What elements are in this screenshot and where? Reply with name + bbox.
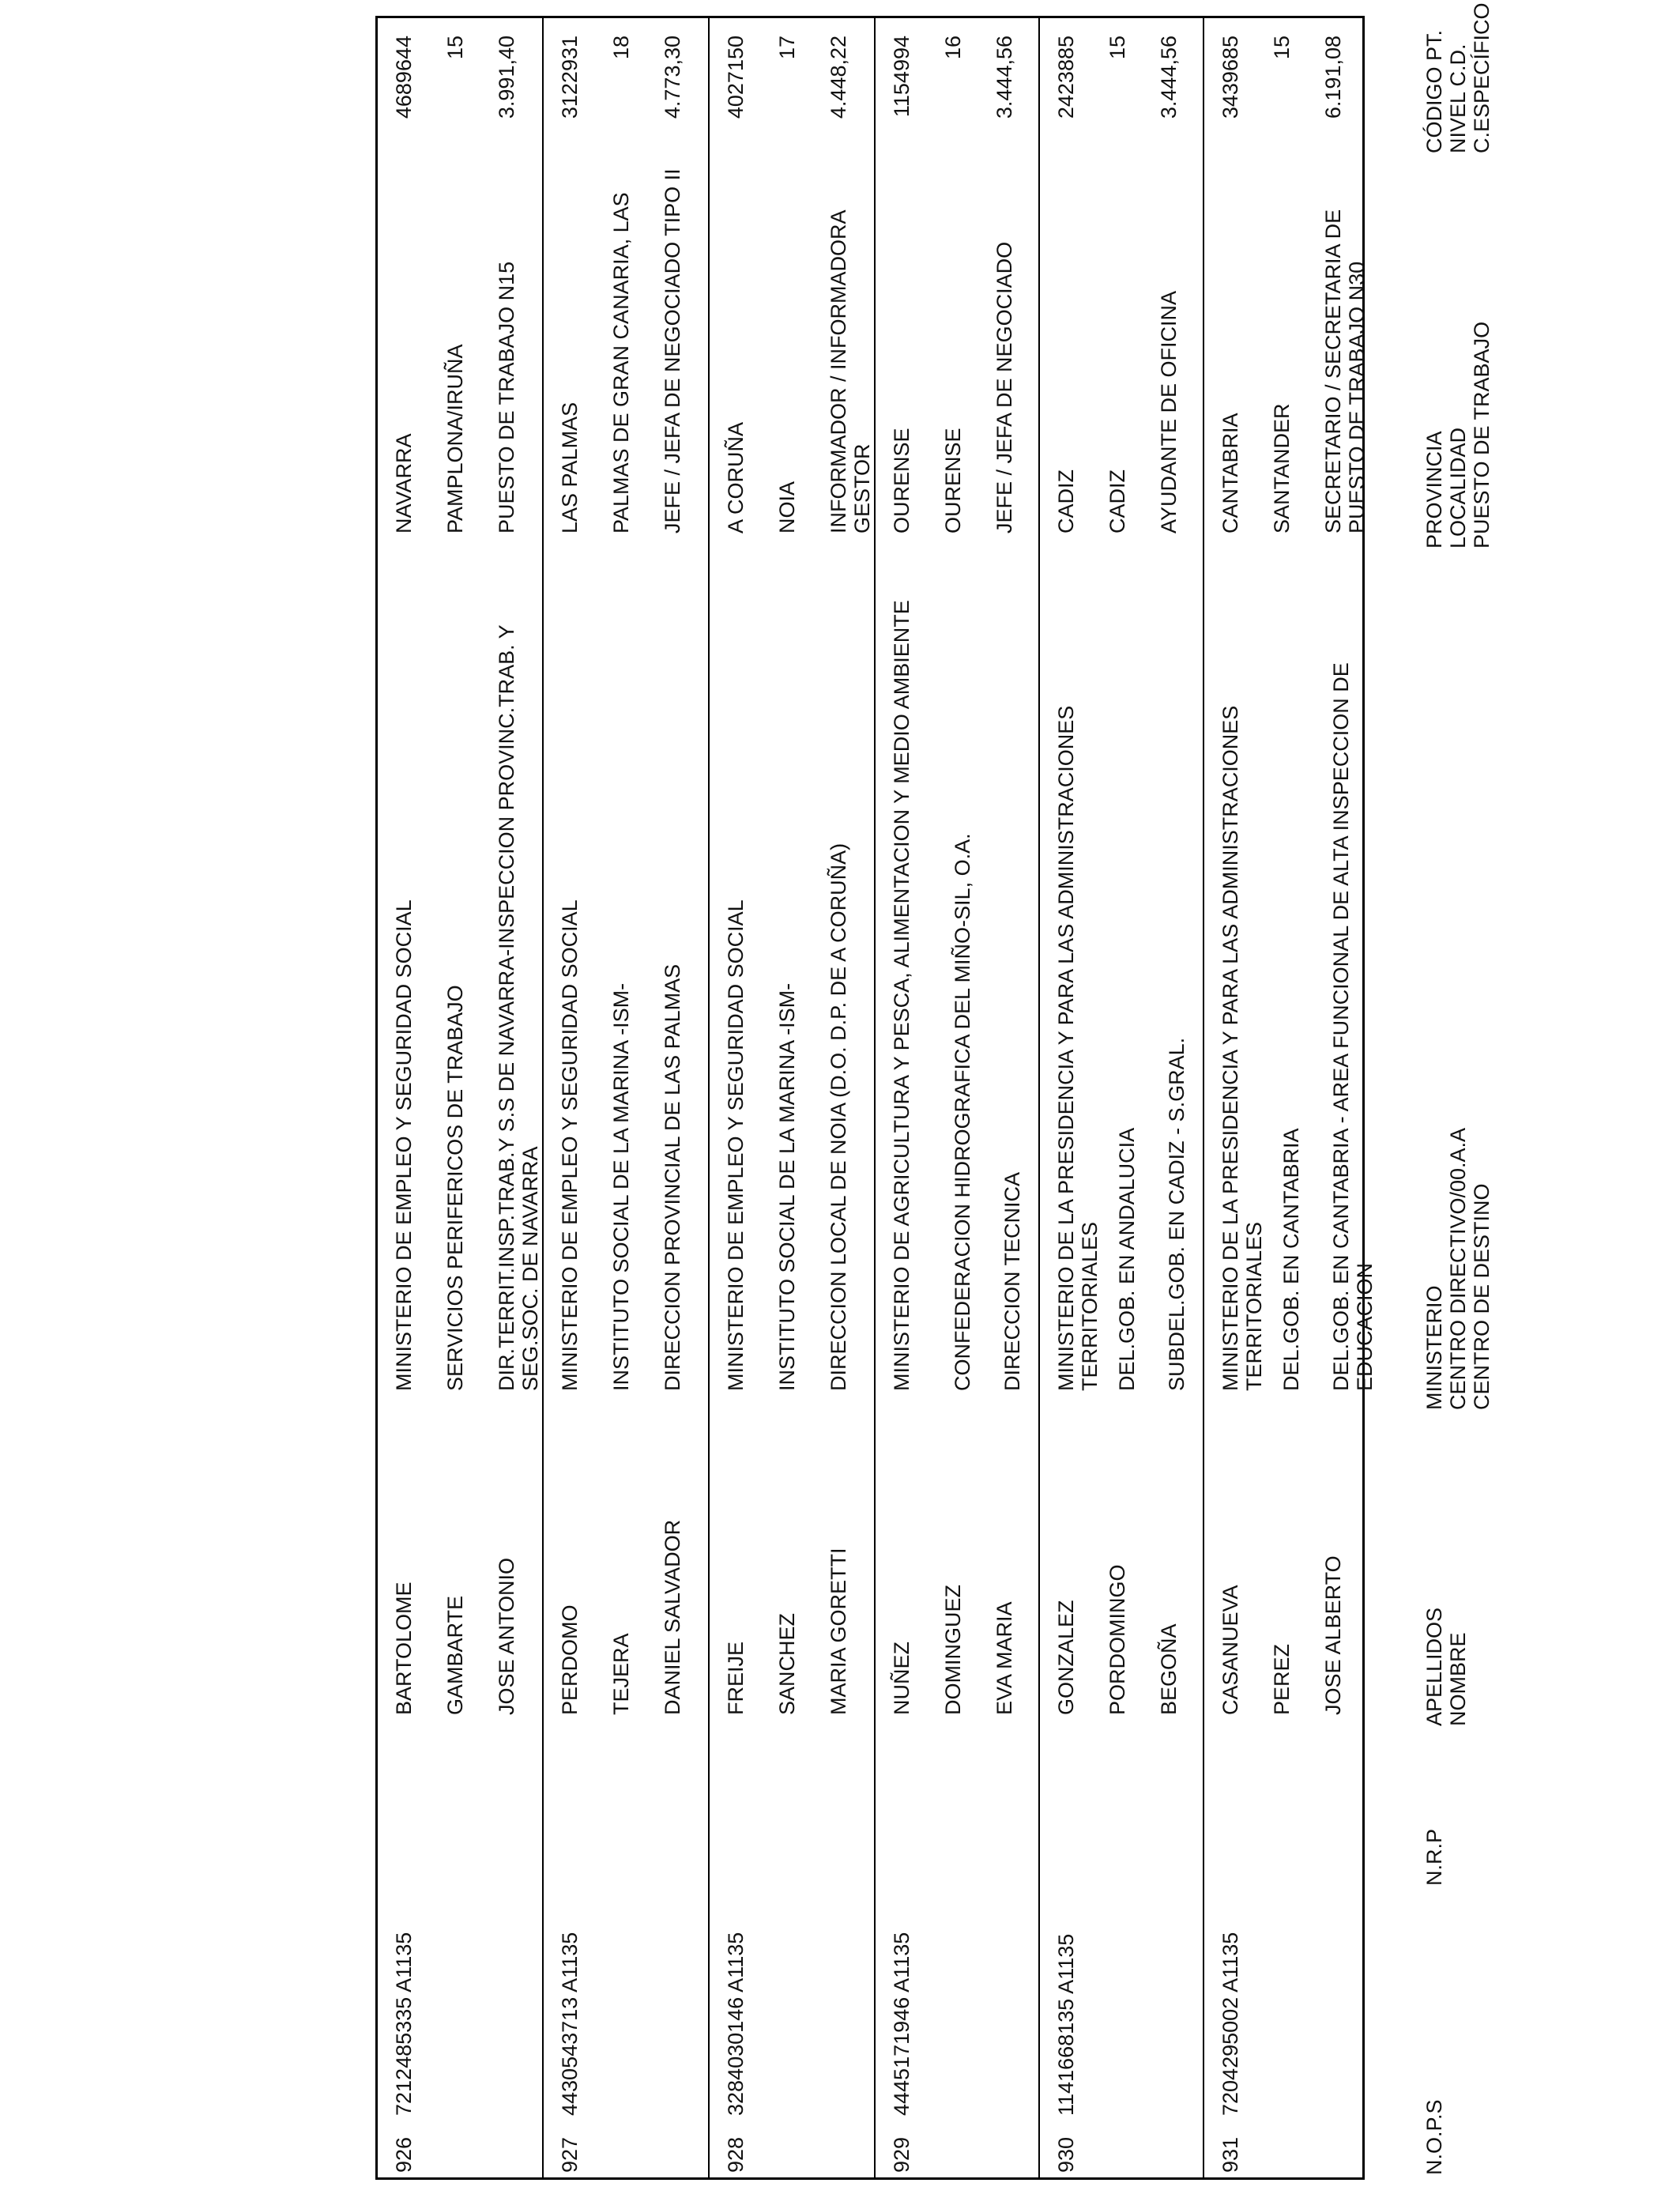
ministerio-cell: MINISTERIO DE EMPLEO Y SEGURIDAD SOCIAL	[392, 899, 416, 1391]
header-nops-label: N.O.P.S	[1422, 2099, 1446, 2175]
record-930	[1040, 18, 1204, 2177]
centro-destino-cell: DIR.TERRIT.INSP.TRAB.Y S.S DE NAVARRA-INSPECCION PROVINC.TRAB. Y SEG.SOC. DE NAVARRA	[495, 624, 542, 1391]
codigo-cell: 3439685	[1219, 36, 1242, 119]
header-ministerio-label: MINISTERIO	[1422, 1285, 1446, 1410]
provincia-cell: OURENSE	[890, 428, 913, 533]
centro-destino-cell: DIRECCION LOCAL DE NOIA (D.O. D.P. DE A CORUÑA)	[827, 843, 850, 1391]
apellido1-cell: PERDOMO	[558, 1604, 582, 1715]
nivel-cell: 15	[1106, 36, 1129, 60]
records-table	[375, 16, 1377, 2180]
ministerio-cell: MINISTERIO DE AGRICULTURA Y PESCA, ALIMENTACION Y MEDIO AMBIENTE	[890, 600, 913, 1391]
provincia-cell: A CORUÑA	[724, 421, 748, 533]
centro-destino-cell: DIRECCION PROVINCIAL DE LAS PALMAS	[661, 963, 684, 1391]
provincia-cell: CADIZ	[1054, 469, 1078, 533]
codigo-cell: 2423885	[1054, 36, 1078, 119]
apellido1-cell: BARTOLOME	[392, 1581, 416, 1715]
puesto-cell: JEFE / JEFA DE NEGOCIADO	[993, 241, 1016, 533]
ministerio-cell: MINISTERIO DE EMPLEO Y SEGURIDAD SOCIAL	[558, 899, 582, 1391]
especifico-cell: 4.773,30	[661, 36, 684, 119]
header-especifico-label: C.ESPECÍFICO	[1470, 2, 1494, 153]
header-centro-destino-label: CENTRO DE DESTINO	[1470, 1183, 1494, 1410]
puesto-cell: PUESTO DE TRABAJO N15	[495, 261, 518, 533]
ministerio-cell: MINISTERIO DE EMPLEO Y SEGURIDAD SOCIAL	[724, 899, 748, 1391]
localidad-cell: OURENSE	[941, 428, 965, 533]
codigo-cell: 4027150	[724, 36, 748, 119]
nivel-cell: 17	[775, 36, 799, 60]
localidad-cell: SANTANDER	[1270, 403, 1294, 533]
nombre-cell: DANIEL SALVADOR	[661, 1519, 684, 1715]
header-nivel-label: NIVEL C.D.	[1446, 43, 1470, 153]
nops-cell: 930	[1054, 2136, 1078, 2173]
nops-cell: 929	[890, 2136, 913, 2173]
record-926	[378, 18, 544, 2177]
nrp-cell: 1141668135 A1135	[1054, 1933, 1078, 2116]
nivel-cell: 15	[1270, 36, 1294, 60]
nrp-cell: 4430543713 A1135	[558, 1932, 582, 2116]
record-928	[710, 18, 876, 2177]
apellido2-cell: TEJERA	[609, 1633, 633, 1715]
especifico-cell: 6.191,08	[1321, 36, 1345, 119]
provincia-cell: NAVARRA	[392, 433, 416, 533]
especifico-cell: 3.991,40	[495, 36, 518, 119]
apellido1-cell: CASANUEVA	[1219, 1585, 1242, 1715]
nops-cell: 927	[558, 2136, 582, 2173]
nrp-cell: 7212485335 A1135	[392, 1932, 416, 2116]
centro-directivo-cell: INSTITUTO SOCIAL DE LA MARINA -ISM-	[609, 982, 633, 1391]
centro-directivo-cell: DEL.GOB. EN ANDALUCIA	[1115, 1127, 1139, 1391]
especifico-cell: 3.444,56	[993, 36, 1016, 119]
header-nombre-label: NOMBRE	[1446, 1632, 1470, 1726]
header-apellidos-label: APELLIDOS	[1422, 1607, 1446, 1726]
nivel-cell: 18	[609, 36, 633, 60]
nombre-cell: EVA MARIA	[993, 1601, 1016, 1715]
nops-cell: 926	[392, 2136, 416, 2173]
centro-directivo-cell: INSTITUTO SOCIAL DE LA MARINA -ISM-	[775, 982, 799, 1391]
header-centro-directivo-label: CENTRO DIRECTIVO/00.A.A	[1446, 1127, 1470, 1410]
nops-cell: 928	[724, 2136, 748, 2173]
header-provincia-label: PROVINCIA	[1422, 431, 1446, 548]
apellido1-cell: FREIJE	[724, 1641, 748, 1715]
nombre-cell: BEGOÑA	[1157, 1623, 1181, 1715]
apellido2-cell: PEREZ	[1270, 1643, 1294, 1715]
nivel-cell: 16	[941, 36, 965, 60]
header-apellidos	[1422, 1608, 1470, 1726]
apellido1-cell: GONZALEZ	[1054, 1600, 1078, 1715]
localidad-cell: PALMAS DE GRAN CANARIA, LAS	[609, 192, 633, 533]
localidad-cell: CADIZ	[1106, 469, 1129, 533]
header-ministerio	[1422, 1128, 1494, 1410]
especifico-cell: 4.448,22	[827, 36, 850, 119]
centro-destino-cell: DEL.GOB. EN CANTABRIA - AREA FUNCIONAL DE ALTA INSPECCION DE EDUCACION	[1329, 662, 1377, 1391]
codigo-cell: 4689644	[392, 36, 416, 119]
header-provincia	[1422, 322, 1494, 548]
apellido2-cell: SANCHEZ	[775, 1612, 799, 1715]
apellido2-cell: GAMBARTE	[443, 1595, 467, 1715]
nivel-cell: 15	[443, 36, 467, 60]
header-codigo-label: CÓDIGO PT.	[1422, 29, 1446, 153]
header-nops	[1422, 2099, 1446, 2175]
header-nrp	[1422, 1829, 1446, 1886]
codigo-cell: 1154994	[890, 36, 913, 118]
nombre-cell: JOSE ANTONIO	[495, 1557, 518, 1715]
nombre-cell: MARIA GORETTI	[827, 1547, 850, 1715]
centro-directivo-cell: SERVICIOS PERIFERICOS DE TRABAJO	[443, 985, 467, 1391]
centro-directivo-cell: DEL.GOB. EN CANTABRIA	[1279, 1128, 1303, 1391]
nombre-cell: JOSE ALBERTO	[1321, 1555, 1345, 1715]
apellido2-cell: PORDOMINGO	[1106, 1564, 1129, 1715]
header-nrp-label: N.R.P	[1422, 1828, 1446, 1886]
centro-destino-cell: DIRECCION TECNICA	[1000, 1171, 1024, 1391]
centro-destino-cell: SUBDEL.GOB. EN CADIZ - S.GRAL.	[1165, 1037, 1188, 1391]
localidad-cell: NOIA	[775, 481, 799, 533]
codigo-cell: 3122931	[558, 36, 582, 119]
record-929	[876, 18, 1040, 2177]
centro-directivo-cell: CONFEDERACION HIDROGRAFICA DEL MIÑO-SIL, O.A.	[951, 833, 974, 1391]
puesto-cell: JEFE / JEFA DE NEGOCIADO TIPO II	[661, 168, 684, 533]
record-927	[544, 18, 710, 2177]
apellido1-cell: NUÑEZ	[890, 1642, 913, 1715]
ministerio-cell: MINISTERIO DE LA PRESIDENCIA Y PARA LAS ADMINISTRACIONES TERRITORIALES	[1054, 705, 1102, 1391]
record-931	[1204, 18, 1377, 2177]
puesto-cell: INFORMADOR / INFORMADORA GESTOR	[827, 210, 874, 533]
puesto-cell: SECRETARIO / SECRETARIA DE PUESTO DE TRABAJO N30	[1321, 209, 1369, 533]
header-puesto-label: PUESTO DE TRABAJO	[1470, 321, 1494, 548]
especifico-cell: 3.444,56	[1157, 36, 1181, 119]
header-localidad-label: LOCALIDAD	[1446, 427, 1470, 548]
nops-cell: 931	[1219, 2136, 1242, 2173]
provincia-cell: CANTABRIA	[1219, 413, 1242, 533]
nrp-cell: 4445171946 A1135	[890, 1932, 913, 2116]
apellido2-cell: DOMINGUEZ	[941, 1585, 965, 1715]
header-codigo	[1422, 2, 1494, 153]
nrp-cell: 7204295002 A1135	[1219, 1932, 1242, 2116]
ministerio-cell: MINISTERIO DE LA PRESIDENCIA Y PARA LAS ADMINISTRACIONES TERRITORIALES	[1219, 705, 1266, 1391]
nrp-cell: 3284030146 A1135	[724, 1932, 748, 2116]
localidad-cell: PAMPLONA/IRUÑA	[443, 344, 467, 533]
provincia-cell: LAS PALMAS	[558, 401, 582, 533]
puesto-cell: AYUDANTE DE OFICINA	[1157, 290, 1181, 533]
